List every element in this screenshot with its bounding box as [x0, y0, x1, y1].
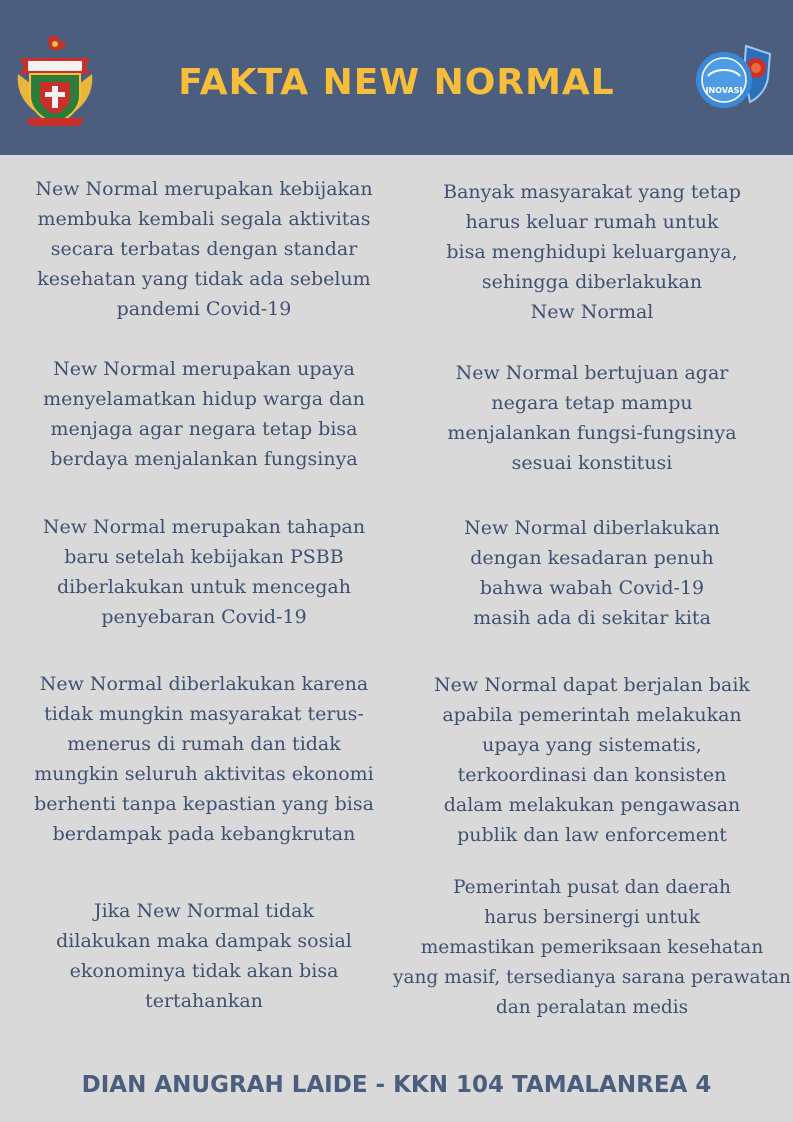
fact-right-4: New Normal dapat berjalan baik apabila pemerintah melakukan upaya yang sistematis, terkoordinasi dan konsisten dalam melakukan pengawasan publik dan law enforcement [434, 674, 750, 846]
fact-right-2: New Normal bertujuan agar negara tetap mampu menjalankan fungsi-fungsinya sesuai konstitusi [447, 362, 737, 474]
header-banner [0, 0, 793, 155]
page-title: FAKTA NEW NORMAL [178, 62, 615, 103]
fact-left-2: New Normal merupakan upaya menyelamatkan hidup warga dan menjaga agar negara tetap bisa berdaya menjalankan fungsinya [43, 358, 365, 470]
fact-right-5: Pemerintah pusat dan daerah harus bersinergi untuk memastikan pemeriksaan kesehatan yang masif, tersedianya sarana perawatan dan peralatan medis [393, 877, 791, 1018]
fact-left-5: Jika New Normal tidak dilakukan maka dampak sosial ekonominya tidak akan bisa tertahankan [56, 900, 352, 1012]
fact-left-1: New Normal merupakan kebijakan membuka kembali segala aktivitas secara terbatas dengan standar kesehatan yang tidak ada sebelum pandemi Covid-19 [35, 178, 373, 320]
fact-left-4: New Normal diberlakukan karena tidak mungkin masyarakat terus- menerus di rumah dan tidak mungkin seluruh aktivitas ekonomi berhenti tanpa kepastian yang bisa berdampak pada kebangkrutan [34, 673, 374, 845]
footer-credit: DIAN ANUGRAH LAIDE - KKN 104 TAMALANREA 4 [81, 1072, 712, 1098]
badge-text: INOVASI [705, 86, 743, 95]
fact-right-1: Banyak masyarakat yang tetap harus keluar rumah untuk bisa menghidupi keluarganya, sehingga diberlakukan New Normal [443, 181, 741, 323]
covid-shield-badge-icon [694, 42, 776, 114]
fact-right-3: New Normal diberlakukan dengan kesadaran penuh bahwa wabah Covid-19 masih ada di sekitar kita [464, 517, 720, 629]
fact-left-3: New Normal merupakan tahapan baru setelah kebijakan PSBB diberlakukan untuk mencegah penyebaran Covid-19 [42, 516, 366, 628]
